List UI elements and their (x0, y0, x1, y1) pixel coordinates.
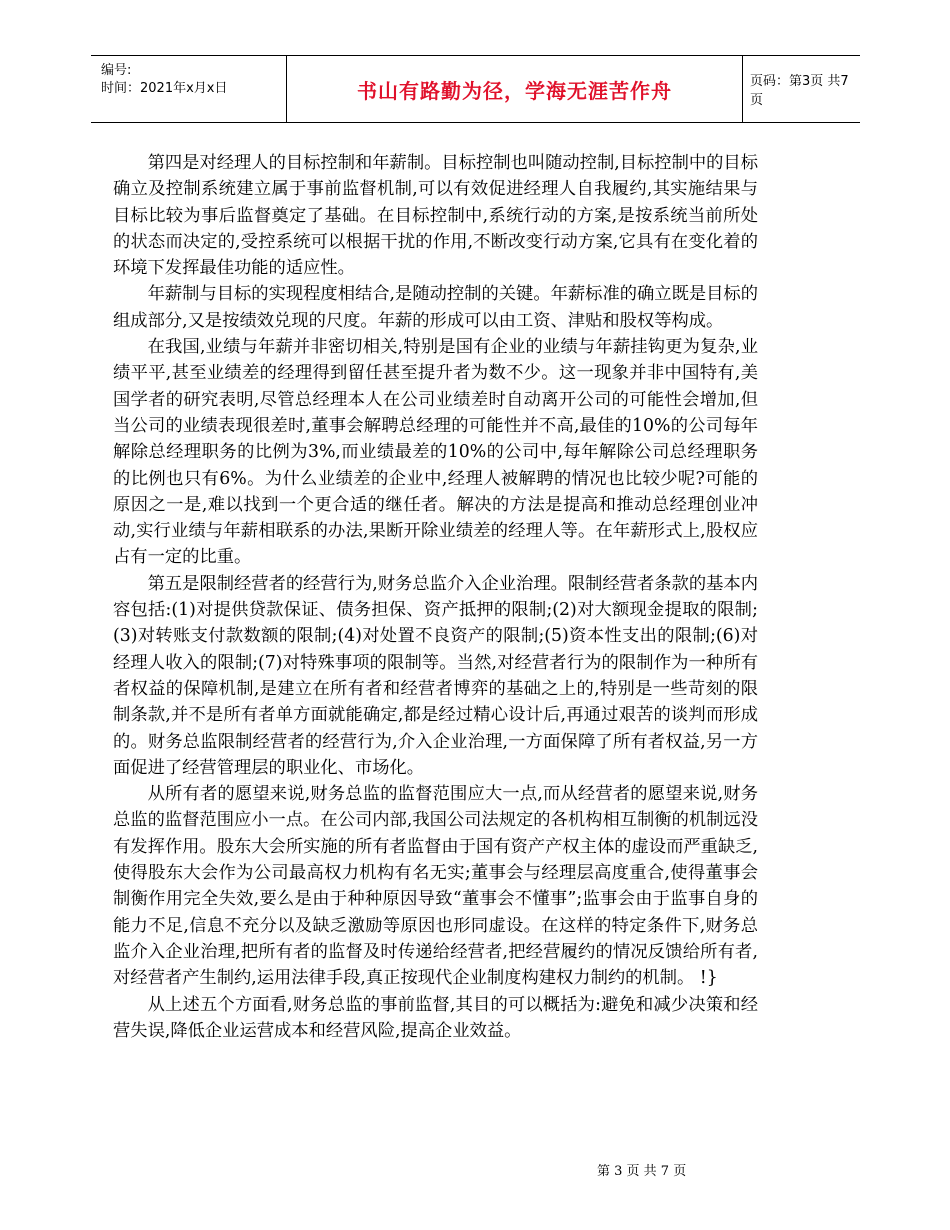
page-header (91, 55, 860, 123)
header-left-cell (91, 56, 286, 122)
page-footer: 第 3 页 共 7 页 (597, 1164, 687, 1179)
paragraph-annual-salary: 年薪制与目标的实现程度相结合,是随动控制的关键。年薪标准的确立既是目标的组成部分,又是按绩效兑现的尺度。年薪的形成可以由工资、津贴和股权等构成。 (113, 284, 758, 331)
paragraph-performance-salary: 在我国,业绩与年薪并非密切相关,特别是国有企业的业绩与年薪挂钩更为复杂,业绩平平,甚至业绩差的经理得到留任甚至提升者为数不少。这一现象并非中国特有,美国学者的研究表明,尽管总经理本人在公司业绩差时自动离开公司的可能性会增加,但当公司的业绩表现很差时,董事会解聘总经理的可能性并不高,最佳的10%的公司每年解除总经理职务的比例为3%,而业绩最差的10%的公司中,每年解除公司总经理职务的比例也只有6%。为什么业绩差的企业中,经理人被解聘的情况也比较少呢?可能的原因之一是,难以找到一个更合适的继任者。解决的方法是提高和推动总经理创业冲动,实行业绩与年薪相联系的办法,果断开除业绩差的经理人等。在年薪形式上,股权应占有一定的比重。 (113, 337, 758, 568)
paragraph-summary: 从上述五个方面看,财务总监的事前监督,其目的可以概括为:避免和减少决策和经营失误,降低企业运营成本和经营风险,提高企业效益。 (113, 994, 758, 1041)
paragraph-restrict-operator: 第五是限制经营者的经营行为,财务总监介入企业治理。限制经营者条款的基本内容包括:(1)对提供贷款保证、债务担保、资产抵押的限制;(2)对大额现金提取的限制;(3)对转账支付款数额的限制;(4)对处置不良资产的限制;(5)资本性支出的限制;(6)对经理人收入的限制;(7)对特殊事项的限制等。当然,对经营者行为的限制作为一种所有者权益的保障机制,是建立在所有者和经营者博弈的基础之上的,特别是一些苛刻的限制条款,并不是所有者单方面就能确定,都是经过精心设计后,再通过艰苦的谈判而形成的。财务总监限制经营者的经营行为,介入企业治理,一方面保障了所有者权益,另一方面促进了经营管理层的职业化、市场化。 (113, 573, 758, 778)
header-motto: 书山有路勤为径，学海无涯苦作舟 (357, 78, 672, 103)
document-body (113, 150, 758, 1044)
header-page-cell (742, 56, 860, 122)
paragraph-supervision-scope: 从所有者的愿望来说,财务总监的监督范围应大一点,而从经营者的愿望来说,财务总监的监督范围应小一点。在公司内部,我国公司法规定的各机构相互制衡的机制远没有发挥作用。股东大会所实施的所有者监督由于国有资产产权主体的虚设而严重缺乏,使得股东大会作为公司最高权力机构有名无实;董事会与经理层高度重合,使得董事会制衡作用完全失效,要么是由于种种原因导致“董事会不懂事”;监事会由于监事自身的能力不足,信息不充分以及缺乏激励等原因也形同虚设。在这样的特定条件下,财务总监介入企业治理,把所有者的监督及时传递给经营者,把经营履约的情况反馈给所有者,对经营者产生制约,运用法律手段,真正按现代企业制度构建权力制约的机制。 !} (113, 784, 758, 989)
paragraph-target-control: 第四是对经理人的目标控制和年薪制。目标控制也叫随动控制,目标控制中的目标确立及控制系统建立属于事前监督机制,可以有效促进经理人自我履约,其实施结果与目标比较为事后监督奠定了基础。在目标控制中,系统行动的方案,是按系统当前所处的状态而决定的,受控系统可以根据干扰的作用,不断改变行动方案,它具有在变化着的环境下发挥最佳功能的适应性。 (113, 153, 758, 279)
header-page-number: 页码：第3页 共7页 (750, 74, 849, 108)
header-motto-cell (286, 56, 743, 122)
document-code-label: 编号: (101, 63, 132, 78)
document-time-label: 时间：2021年x月x日 (101, 81, 228, 96)
